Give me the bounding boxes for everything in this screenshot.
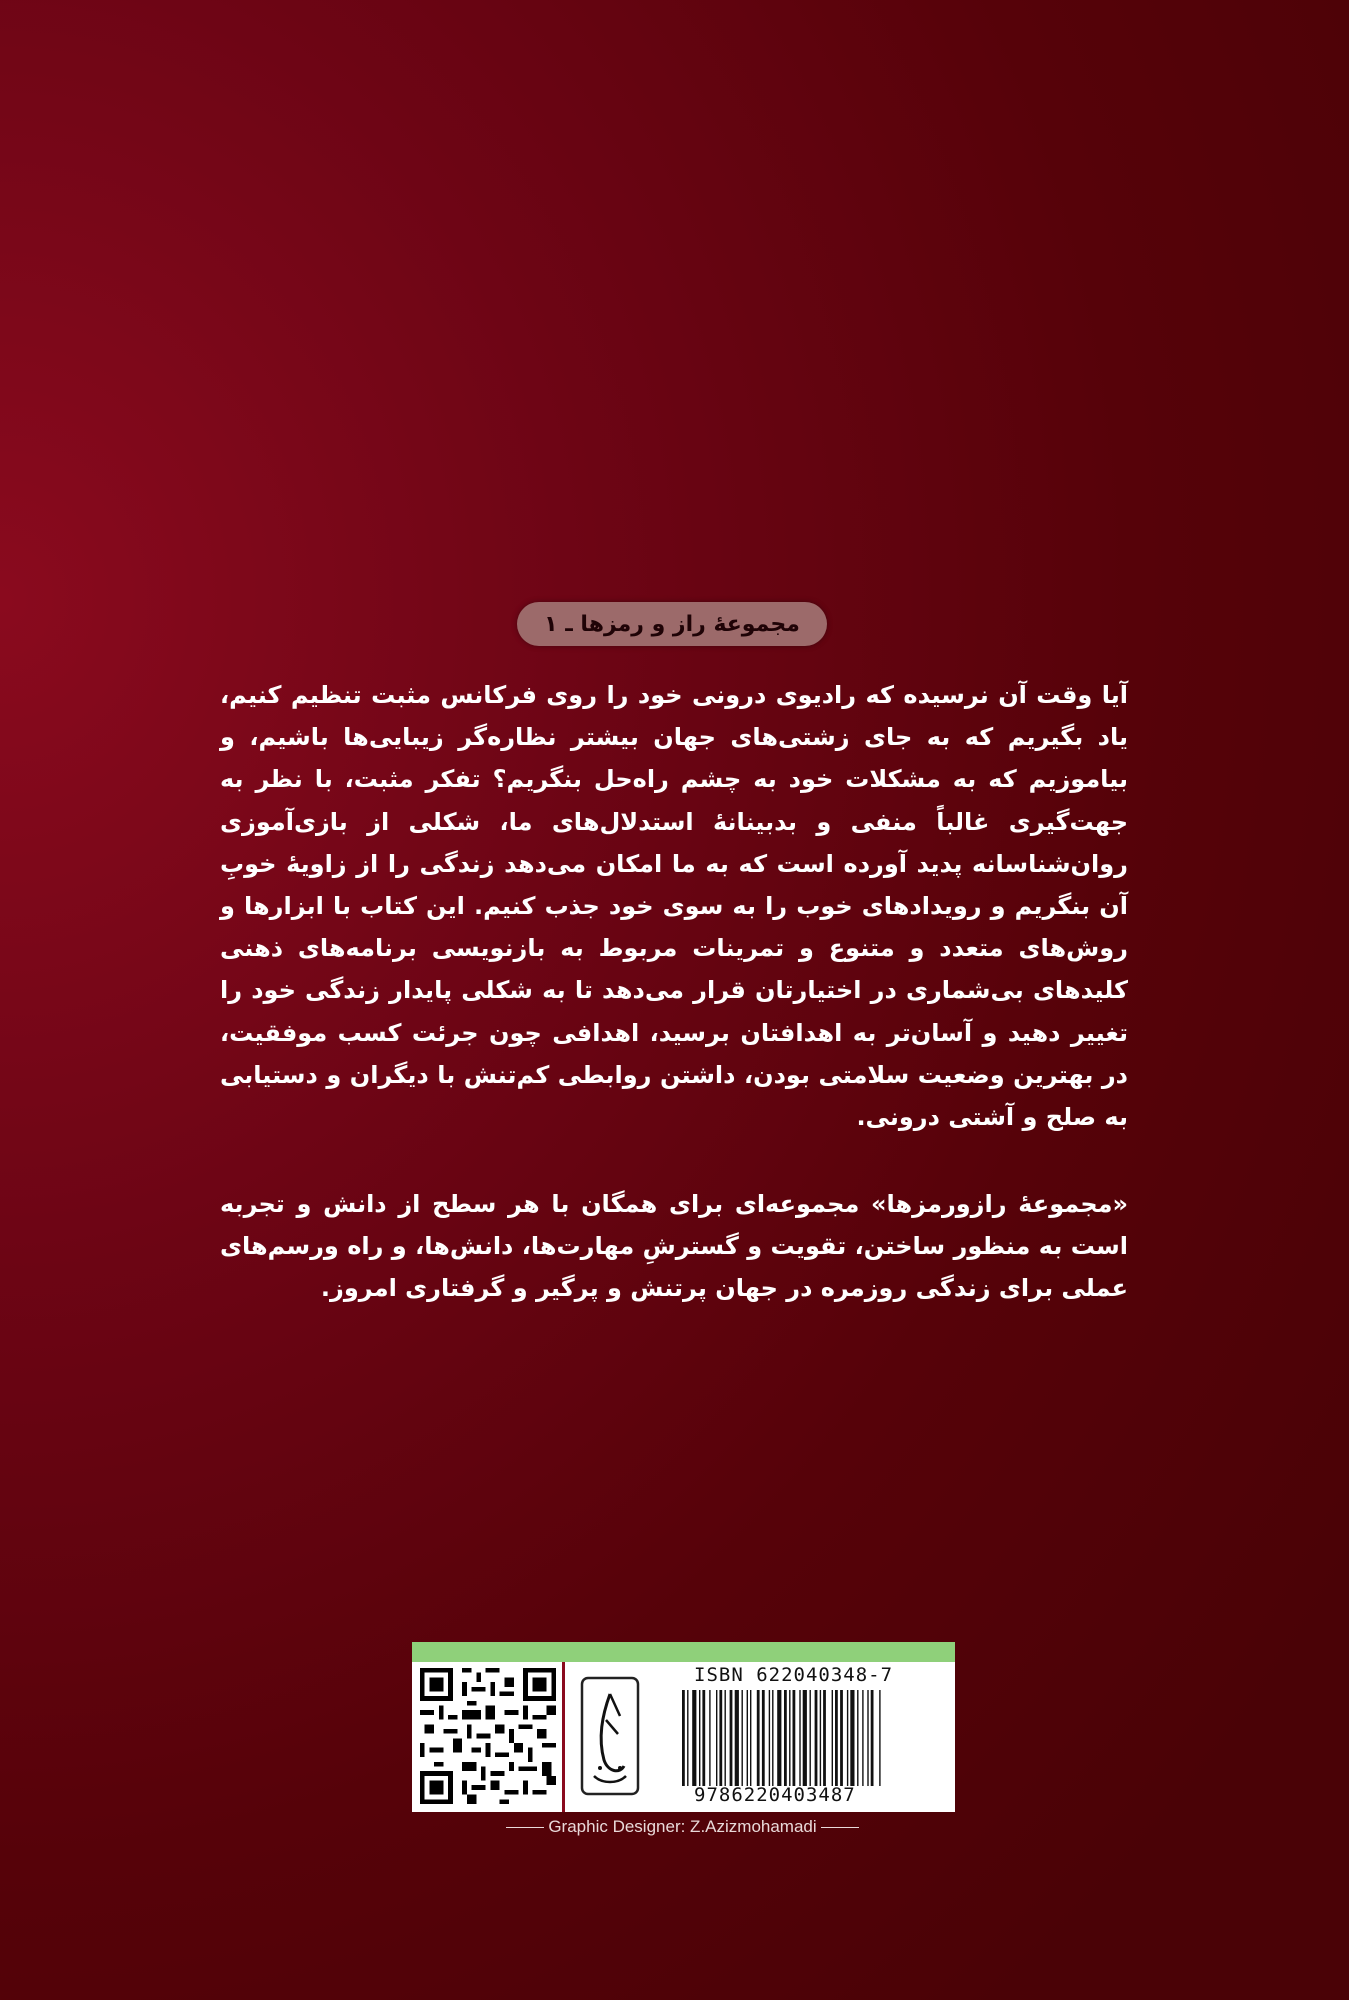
publisher-logo-icon (580, 1676, 640, 1796)
qr-code-icon (420, 1668, 556, 1804)
barcode-bar (799, 1690, 800, 1786)
barcode-bar (793, 1690, 796, 1786)
barcode-bar (823, 1690, 826, 1786)
barcode-bar (730, 1690, 733, 1786)
barcode-bar (803, 1690, 807, 1786)
barcode-bar (850, 1690, 854, 1786)
blurb-paragraph-2: «مجموعهٔ رازورمزها» مجموعه‌ای برای همگان با هر سطح از دانش و تجربه است به منظور ساختن، تقویت و گسترشِ مهارت‌ها، دانش‌ها، و راه ورسم‌های عملی برای زندگی روزمره در جهان پرتنش و پرگیر و گرفتاری امروز. (220, 1190, 1128, 1303)
barcode-panel (412, 1642, 955, 1812)
barcode-bar (709, 1690, 710, 1786)
barcode-bar (820, 1690, 821, 1786)
barcode-bar (757, 1690, 760, 1786)
barcode-bar (832, 1690, 833, 1786)
barcode-bar (840, 1690, 843, 1786)
barcode-bar (769, 1690, 770, 1786)
credit-text: Graphic Designer: Z.Azizmohamadi (548, 1817, 817, 1836)
barcode-bar (762, 1690, 765, 1786)
barcode-digits: 9786220403487 (694, 1784, 856, 1806)
barcode-bar (687, 1690, 688, 1786)
barcode-bar (725, 1690, 726, 1786)
credit-line-left (506, 1827, 544, 1828)
barcode-bar (699, 1690, 700, 1786)
panel-divider (562, 1662, 565, 1812)
series-label: مجموعهٔ راز و رمزها ـ ۱ (517, 602, 827, 646)
barcode-bar (692, 1690, 696, 1786)
barcode-bar (815, 1690, 818, 1786)
barcode-bar (735, 1690, 739, 1786)
blurb-paragraph-1: آیا وقت آن نرسیده که رادیوی درونی خود را روی فرکانس مثبت تنظیم کنیم، یاد بگیریم که به جای زشتی‌های جهان بیشتر نظاره‌گر زیبایی‌ها باشیم، و بیاموزیم که به مشکلات خود به چشم راه‌حل بنگریم؟ تفکر مثبت، با نظر به جهت‌گیری غالباً منفی و بدبینانهٔ استدلال‌های ما، شکلی از بازی‌آموزی روان‌شناسانه پدید آورده است که به ما امکان می‌دهد زندگی را از زاویهٔ خوبِ آن بنگریم و رویدادهای خوب را به سوی خود جذب کنیم. این کتاب با ابزارها و روش‌های متعدد و متنوع و تمرینات مربوط به بازنویسی برنامه‌های ذهنی کلیدهای بی‌شماری در اختیارتان قرار می‌دهد تا به شکلی پایدار زندگی خود را تغییر دهید و آسان‌تر به اهدافتان برسید، اهدافی چون جرئت کسب موفقیت، در بهترین وضعیت سلامتی بودن، داشتن روابطی کم‌تنش با دیگران و دستیابی به صلح و آشتی درونی. (220, 681, 1128, 1132)
barcode-bar (871, 1690, 874, 1786)
barcode-bar (879, 1690, 880, 1786)
barcode-bar (810, 1690, 811, 1786)
barcode-bar (867, 1690, 868, 1786)
green-strip (412, 1642, 955, 1662)
barcode-bar (857, 1690, 858, 1786)
credit-line-right (821, 1827, 859, 1828)
isbn-label: ISBN 622040348-7 (694, 1664, 894, 1686)
barcode-bar (847, 1690, 848, 1786)
designer-credit (420, 1817, 945, 1837)
barcode-bar (716, 1690, 717, 1786)
barcode-bar (719, 1690, 722, 1786)
barcode-icon (678, 1690, 948, 1786)
barcode-bar (702, 1690, 705, 1786)
barcode-bar (747, 1690, 748, 1786)
barcode-bar (750, 1690, 751, 1786)
barcode-bar (784, 1690, 787, 1786)
barcode-bar (862, 1690, 863, 1786)
barcode-bar (772, 1690, 773, 1786)
barcode-bar (789, 1690, 790, 1786)
barcode-bar (682, 1690, 685, 1786)
barcode-bar (835, 1690, 838, 1786)
barcode-bar (742, 1690, 743, 1786)
barcode-bar (777, 1690, 781, 1786)
